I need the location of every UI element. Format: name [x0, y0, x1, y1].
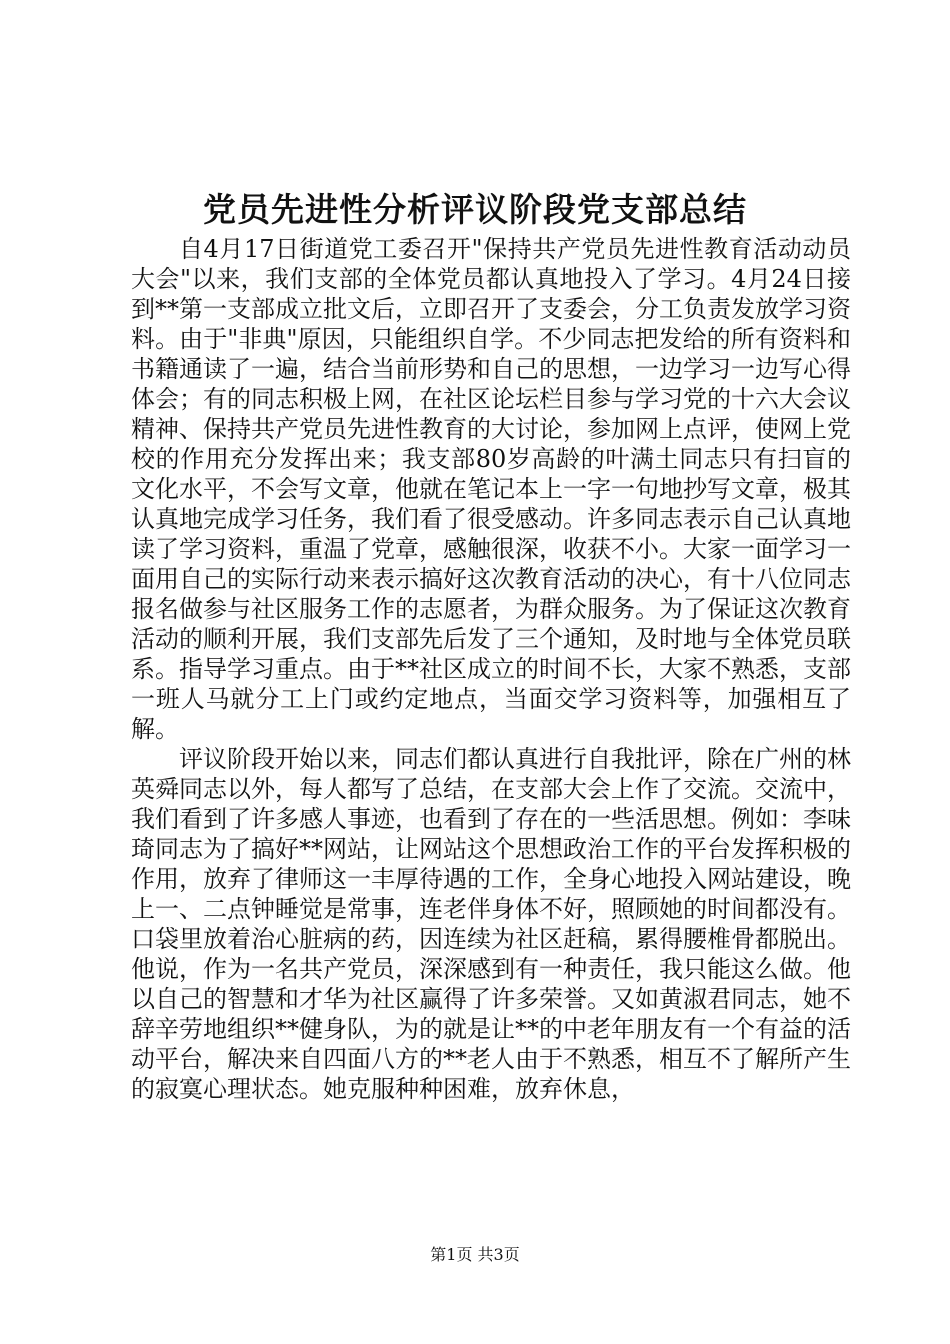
paragraph-2: 评议阶段开始以来，同志们都认真进行自我批评，除在广州的林英舜同志以外，每人都写了总结，在支部大会上作了交流。交流中，我们看到了许多感人事迹，也看到了存在的一些活思想。例如：李味琦同志为了搞好**网站，让网站这个思想政治工作的平台发挥积极的作用，放弃了律师这一丰厚待遇的工作，全身心地投入网站建设，晚上一、二点钟睡觉是常事，连老伴身体不好，照顾她的时间都没有。口袋里放着治心脏病的药，因连续为社区赶稿，累得腰椎骨都脱出。他说，作为一名共产党员，深深感到有一种责任，我只能这么做。他以自己的智慧和才华为社区赢得了许多荣誉。又如黄淑君同志，她不辞辛劳地组织**健身队，为的就是让**的中老年朋友有一个有益的活动平台，解决来自四面八方的**老人由于不熟悉，相互不了解所产生的寂寞心理状态。她克服种种困难，放弃休息， — [131, 745, 851, 1103]
document-title: 党员先进性分析评议阶段党支部总结 — [203, 190, 747, 229]
page-footer: 第1页 共3页 — [430, 1245, 520, 1264]
document-body — [131, 234, 851, 1104]
paragraph-1: 自4月17日街道党工委召开"保持共产党员先进性教育活动动员大会"以来，我们支部的全体党员都认真地投入了学习。4月24日接到**第一支部成立批文后，立即召开了支委会，分工负责发放学习资料。由于"非典"原因，只能组织自学。不少同志把发给的所有资料和书籍通读了一遍，结合当前形势和自己的思想，一边学习一边写心得体会；有的同志积极上网，在社区论坛栏目参与学习党的十六大会议精神、保持共产党员先进性教育的大讨论，参加网上点评，使网上党校的作用充分发挥出来；我支部80岁高龄的叶满土同志只有扫盲的文化水平，不会写文章，他就在笔记本上一字一句地抄写文章，极其认真地完成学习任务，我们看了很受感动。许多同志表示自己认真地读了学习资料，重温了党章，感触很深，收获不小。大家一面学习一面用自己的实际行动来表示搞好这次教育活动的决心，有十八位同志报名做参与社区服务工作的志愿者，为群众服务。为了保证这次教育活动的顺利开展，我们支部先后发了三个通知，及时地与全体党员联系。指导学习重点。由于**社区成立的时间不长，大家不熟悉，支部一班人马就分工上门或约定地点，当面交学习资料等，加强相互了解。 — [131, 235, 851, 743]
